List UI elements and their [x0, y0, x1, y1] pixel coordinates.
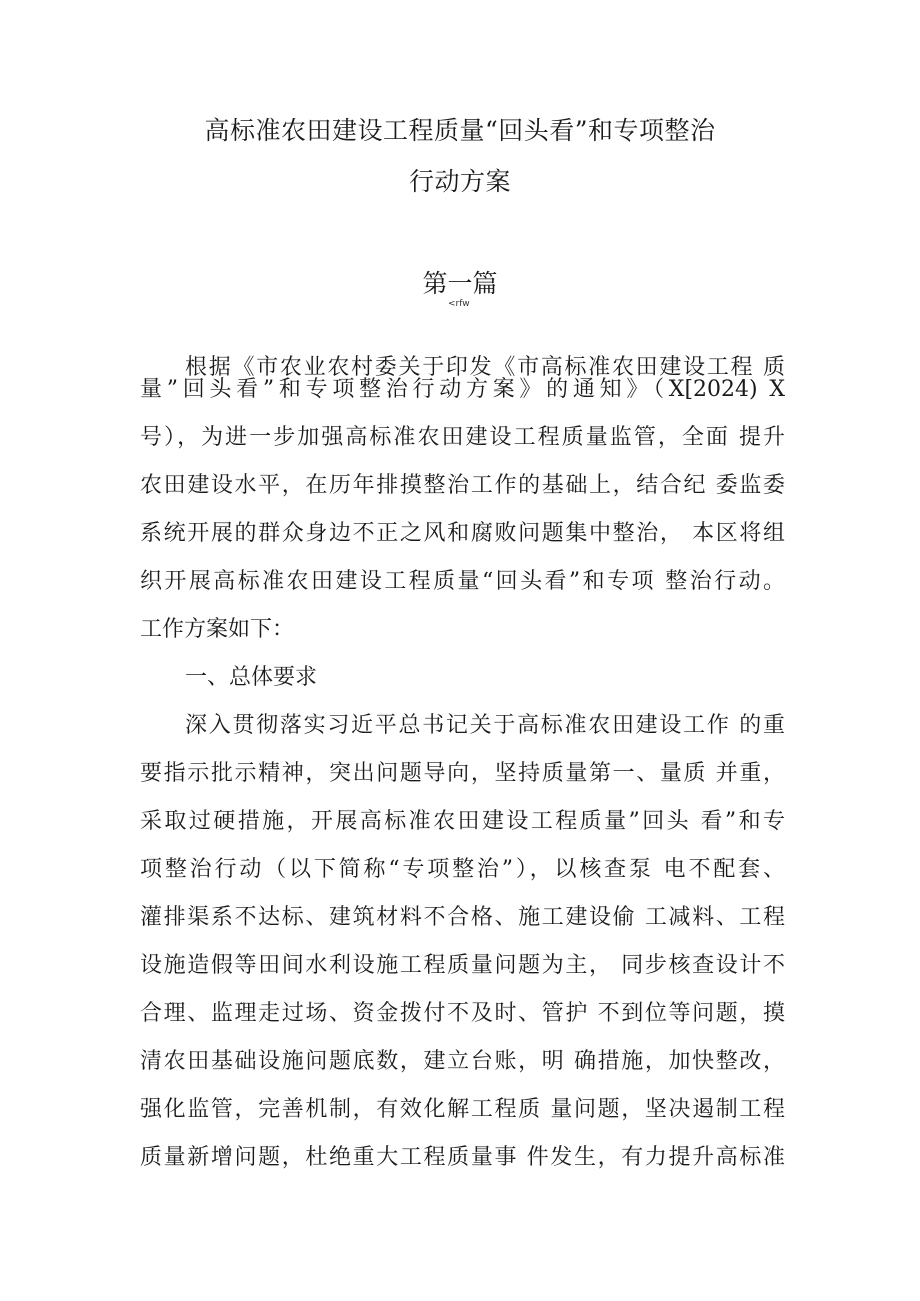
intro-line: 根据《市农业农村委关于印发《市高标准农田建设工程 质 [185, 355, 785, 380]
section-mark: <rfw [448, 299, 470, 309]
document-title-line-1: 高标准农田建设工程质量“回头看”和专项整治 [204, 116, 716, 145]
intro-line: 量”回头看”和专项整治行动方案》的通知》（X[2024) X [140, 377, 785, 402]
section-heading: 第一篇 [422, 269, 498, 298]
intro-line: 工作方案如下： [140, 617, 295, 642]
body-line: 项整治行动（以下简称“专项整治”），以核查泵 电不配套、 [140, 857, 785, 882]
intro-line: 农田建设水平，在历年排摸整治工作的基础上，结合纪 委监委 [140, 473, 785, 498]
body-line: 强化监管，完善机制，有效化解工程质 量问题，坚决遏制工程 [140, 1097, 785, 1122]
body-line: 灌排渠系不达标、建筑材料不合格、施工建设偷 工减料、工程 [140, 905, 785, 930]
body-line: 深入贯彻落实习近平总书记关于高标准农田建设工作 的重 [185, 713, 785, 738]
body-line: 合理、监理走过场、资金拨付不及时、管护 不到位等问题，摸 [140, 1001, 785, 1026]
heading-general-requirements: 一、总体要求 [185, 665, 318, 690]
intro-line: 织开展高标准农田建设工程质量“回头看”和专项 整治行动。 [140, 569, 785, 594]
document-title-line-2: 行动方案 [408, 167, 511, 196]
body-line: 清农田基础设施问题底数，建立台账，明 确措施，加快整改， [140, 1049, 785, 1074]
body-line: 质量新增问题，杜绝重大工程质量事 件发生，有力提升高标准 [140, 1145, 785, 1170]
body-line: 要指示批示精神，突出问题导向，坚持质量第一、量质 并重， [140, 761, 785, 786]
intro-line: 系统开展的群众身边不正之风和腐败问题集中整治， 本区将组 [140, 521, 785, 546]
body-line: 设施造假等田间水利设施工程质量问题为主， 同步核查设计不 [140, 953, 785, 978]
body-line: 采取过硬措施，开展高标准农田建设工程质量”回头 看”和专 [140, 809, 785, 834]
intro-line: 号），为进一步加强高标准农田建设工程质量监管，全面 提升 [140, 425, 785, 450]
